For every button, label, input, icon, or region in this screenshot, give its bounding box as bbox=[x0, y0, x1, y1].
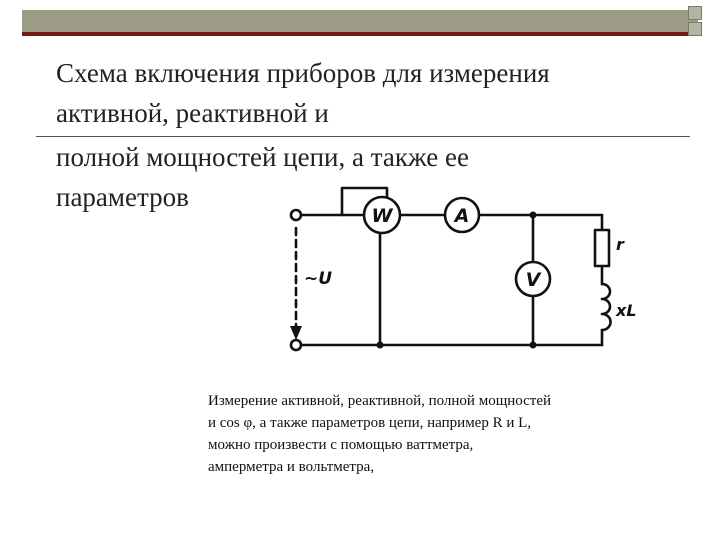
junction-dot-3 bbox=[530, 342, 537, 349]
terminal-top bbox=[291, 210, 301, 220]
inductor-label: xL bbox=[616, 301, 637, 320]
ammeter-label: A bbox=[454, 205, 470, 227]
source-label: ~U bbox=[304, 269, 333, 289]
junction-dot-1 bbox=[377, 342, 384, 349]
terminal-bottom bbox=[291, 340, 301, 350]
caption-line-1: Измерение активной, реактивной, полной мощностей bbox=[208, 393, 552, 409]
header-bar bbox=[22, 10, 698, 36]
title-line-4: параметров bbox=[56, 182, 189, 212]
junction-dot-2 bbox=[530, 212, 537, 219]
corner-square-bottom bbox=[688, 22, 702, 36]
source-arrow-head bbox=[290, 326, 302, 340]
wattmeter-label: W bbox=[371, 205, 393, 227]
caption-line-2: и cos φ, а также параметров цепи, например R и L, bbox=[208, 415, 532, 431]
caption-line-3: можно произвести с помощью ваттметра, bbox=[208, 437, 474, 453]
title-line-3: полной мощностей цепи, а также ее bbox=[56, 142, 469, 172]
circuit-diagram bbox=[280, 180, 650, 370]
title-divider bbox=[36, 136, 690, 137]
corner-square-top bbox=[688, 6, 702, 20]
resistor-label: r bbox=[616, 235, 624, 254]
resistor-icon bbox=[595, 230, 609, 266]
title-line-2: активной, реактивной и bbox=[56, 98, 329, 128]
inductor-icon bbox=[602, 284, 611, 330]
caption-line-4: амперметра и вольтметра, bbox=[208, 459, 375, 475]
voltmeter-label: V bbox=[525, 269, 541, 291]
title-line-1: Схема включения приборов для измерения bbox=[56, 58, 550, 88]
